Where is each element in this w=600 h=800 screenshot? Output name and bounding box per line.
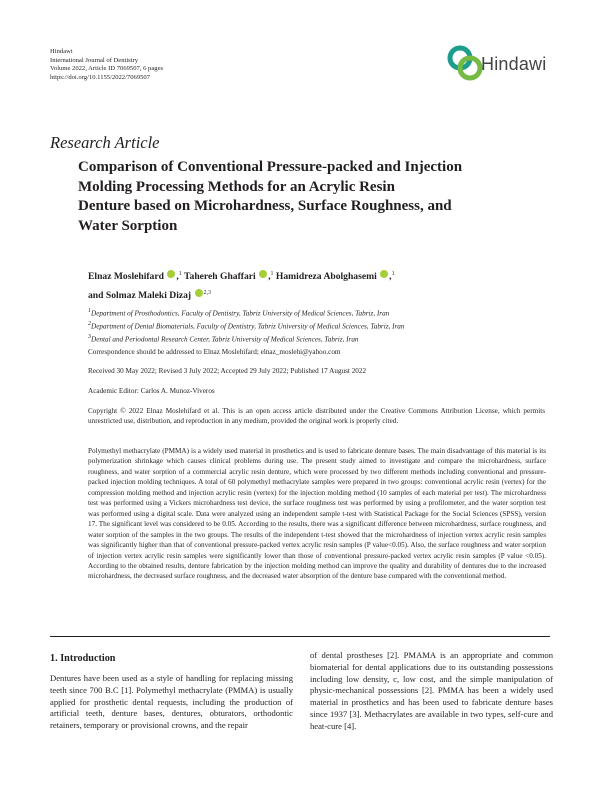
orcid-icon[interactable] <box>380 270 388 278</box>
intro-column-right: of dental prostheses [2]. PMAMA is an appropriate and common biomaterial for dental applications due to its outstanding possessions including low density, c, low cost, and the simple manipulation of physic-mechanical possessions [2]. PMMA has been a widely used material in prosthetics and has been used to fabricate denture bases since 1937 [3]. Methacrylates are available in two types, self-cure and heat-cure [4]. <box>310 650 553 731</box>
copyright-notice: Copyright © 2022 Elnaz Moslehifard et al. This is an open access article distributed under the Creative Commons Attribution License, which permits unrestricted use, distribution, and reproduction in any medium, provided the original work is properly cited. <box>88 407 545 426</box>
affil-sup: 2 <box>88 320 91 327</box>
orcid-icon[interactable] <box>259 270 267 278</box>
article-dates: Received 30 May 2022; Revised 3 July 2022; Accepted 29 July 2022; Published 17 August 2022 <box>88 367 367 375</box>
journal-name: International Journal of Dentistry <box>50 56 139 64</box>
author-name: Tahereh Ghaffari <box>184 271 256 283</box>
author-name: and Solmaz Maleki Dizaj <box>88 290 192 302</box>
author-affil-sup: 2,3 <box>203 290 212 297</box>
author-affil-sup: 1 <box>270 271 274 277</box>
author-name: Elnaz Moslehifard <box>88 271 164 283</box>
title-line: Comparison of Conventional Pressure-packed and Injection <box>78 159 463 175</box>
section-heading: 1. Introduction <box>50 653 116 664</box>
orcid-icon[interactable] <box>167 270 175 278</box>
correspondence: Correspondence should be addressed to Elnaz Moslehifard; elnaz_moslehi@yahoo.com <box>88 348 341 356</box>
affiliations <box>88 306 405 344</box>
affiliation-text: Dental and Periodontal Research Center, Tabriz University of Medical Sciences, Tabriz, Iran <box>91 334 359 343</box>
journal-metadata <box>50 48 163 82</box>
publisher-name: Hindawi <box>50 48 73 55</box>
doi-link[interactable]: https://doi.org/10.1155/2022/7069507 <box>50 73 151 81</box>
title-line: Water Sorption <box>78 217 178 234</box>
volume-info: Volume 2022, Article ID 7069507, 6 pages <box>50 65 164 73</box>
affil-sup: 3 <box>88 333 91 340</box>
title-line: Denture based on Microhardness, Surface Roughness, and <box>78 198 452 214</box>
abstract: Polymethyl methacrylate (PMMA) is a widely used material in prosthetics and is used to fabricate denture bases. The main disadvantage of this material is its polymerization shrinkage which causes clinical problems during use. The present study aimed to investigate and compare the microhardness, surface roughness, and water sorption of a commercial acrylic resin denture, which were processed by two different methods including conventional and pressure-packed injection molding techniques. A total of 60 polymethyl methacrylate samples were prepared in two groups: conventional acrylic resin (vertex) for the compression molding method and injection acrylic resin (vertex) for the injection molding method (10 samples of each material per test). The microhardness test was performed using a Vickers microhardness test device, the surface roughness test was performed by using a profilometer, and the water sorption test was performed using a digital scale. Data were analyzed using an independent sample t-test with Statistical Package for the Social Sciences (SPSS), version 17. The significant level was considered to be 0.05. According to the results, there was a significant difference between microhardness, surface roughness, and water sorption of the samples in the two groups. The results of the independent t-test showed that the microhardness of injection vertex acrylic resin samples was significantly higher than that of conventional pressure-packed vertex acrylic resin samples (P value<0.05). Also, the surface roughness and water sorption of injection vertex acrylic resin samples were significantly lower than those of conventional pressure-packed vertex acrylic resin samples (P value <0.05). According to the obtained results, denture fabrication by the injection molding method can improve the quality and durability of dentures due to the increased microhardness, the decreased surface roughness, and the decreased water absorption of the denture base compared with the conventional method. <box>88 447 546 581</box>
divider <box>50 636 550 637</box>
intro-column-left: Dentures have been used as a style of handling for replacing missing teeth since 700 B.C [1]. Polymethyl methacrylate (PMMA) is usually applied for prosthetic dental requests, including the production of artificial teeth, denture bases, dentures, obturators, orthodontic retainers, temporary or provisional crowns, and the repair <box>50 673 293 731</box>
article-title <box>78 158 538 236</box>
author-affil-sup: 1 <box>178 271 182 277</box>
article-type: Research Article <box>50 133 160 152</box>
author-name: Hamidreza Abolghasemi <box>275 271 377 283</box>
academic-editor: Academic Editor: Carlos A. Munoz-Viveros <box>88 387 215 395</box>
logo-wordmark: Hindawi <box>481 54 547 74</box>
affil-sup: 1 <box>88 308 91 314</box>
author-affil-sup: 1 <box>391 271 395 277</box>
orcid-icon[interactable] <box>195 289 203 297</box>
affiliation-text: Department of Prosthodontics, Faculty of Dentistry, Tabriz University of Medical Sciences, Tabriz, Iran <box>91 309 390 318</box>
author-list: Elnaz Moslehifard ,$^1$ Tahereh Ghaffari ,$^1$ Hamidreza Abolghasemi ,$^1$ and Solmaz Maleki Dizaj $^{2,3}$ <box>88 271 395 302</box>
title-line: Molding Processing Methods for an Acrylic Resin <box>78 178 395 195</box>
affiliation-text: Department of Dental Biomaterials, Faculty of Dentistry, Tabriz University of Medical Sciences, Tabriz, Iran <box>91 322 405 331</box>
